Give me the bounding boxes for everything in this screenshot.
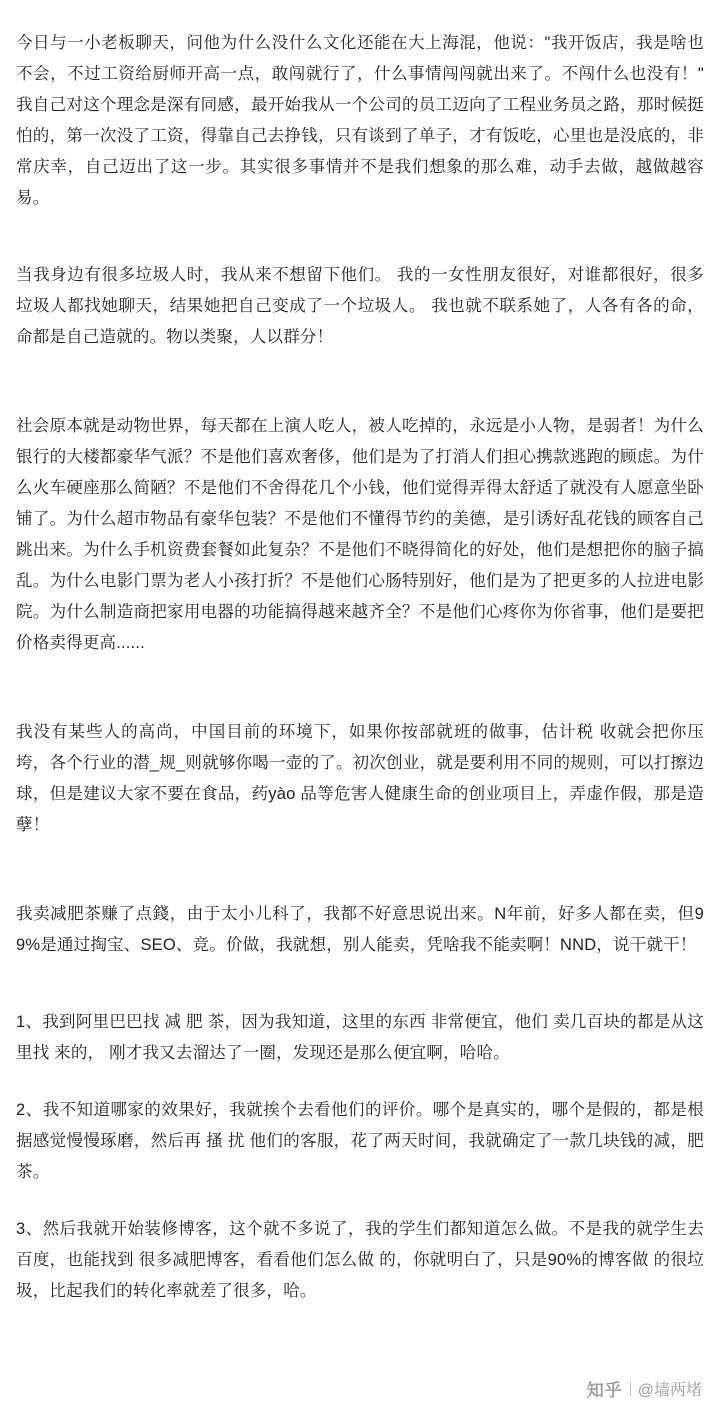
article-list-item-2: 2、我不知道哪家的效果好，我就挨个去看他们的评价。哪个是真实的，哪个是假的，都是根据感觉慢慢琢磨，然后再 搔 扰 他们的客服，花了两天时间，我就确定了一款几块钱的减，肥 茶。: [16, 1101, 704, 1181]
article-paragraph-4: 我没有某些人的高尚，中国目前的环境下，如果你按部就班的做事，估计税 收就会把你压垮，各个行业的潜_规_则就够你喝一壶的了。初次创业，就是要利用不同的规则，可以打擦边球，但是建议大家不要在食品，药yào 品等危害人健康生命的创业项目上，弄虚作假，那是造孽！: [16, 723, 704, 834]
article-paragraph-5: 我卖减肥茶赚了点錢，由于太小儿科了，我都不好意思说出来。N年前，好多人都在卖，但99%是通过掏宝、SEO、竞。价做，我就想，别人能卖，凭啥我不能卖啊！NND，说干就干！: [16, 905, 704, 954]
article-paragraph-2: 当我身边有很多垃圾人时，我从来不想留下他们。 我的一女性朋友很好，对谁都很好，很多垃圾人都找她聊天，结果她把自己变成了一个垃圾人。 我也就不联系她了，人各有各的命， 命都是自己造就的。物以类聚，人以群分！: [16, 266, 704, 346]
zhihu-logo: 知乎: [586, 1380, 623, 1400]
article-paragraph-1: 今日与一小老板聊天，问他为什么没什么文化还能在大上海混，他说："我开饭店，我是啥也不会，不过工资给厨师开高一点，敢闯就行了，什么事情闯闯就出来了。不闯什么也没有！" 我自己对这个理念是深有同感，最开始我从一个公司的员工迈向了工程业务员之路，那时候挺怕的，第一次没了工资，得靠自己去挣钱，只有谈到了单子，才有饭吃，心里也是没底的，非常庆幸，自己迈出了这一步。其实很多事情并不是我们想象的那么难，动手去做，越做越容易。: [16, 34, 704, 207]
article-paragraph-3: 社会原本就是动物世界，每天都在上演人吃人，被人吃掉的，永远是小人物，是弱者！为什么银行的大楼都豪华气派？不是他们喜欢奢侈，他们是为了打消人们担心携款逃跑的顾虑。为什么火车硬座那么简陋？不是他们不舍得花几个小钱，他们觉得弄得太舒适了就没有人愿意坐卧铺了。为什么超市物品有豪华包装？不是他们不懂得节约的美德，是引诱好乱花钱的顾客自己跳出来。为什么手机资费套餐如此复杂？不是他们不晓得简化的好处，他们是想把你的脑子搞乱。为什么电影门票为老人小孩打折？不是他们心肠特别好，他们是为了把更多的人拉进电影院。为什么制造商把家用电器的功能搞得越来越齐全？不是他们心疼你为你省事，他们是要把价格卖得更高......: [16, 417, 704, 652]
article-list-item-1: 1、我到阿里巴巴找 减 肥 茶，因为我知道，这里的东西 非常便宜，他们 卖几百块的都是从这里找 来的， 刚才我又去溜达了一圈，发现还是那么便宜啊，哈哈。: [16, 1013, 704, 1062]
watermark-username: @墙两堵: [637, 1381, 702, 1399]
article-list-item-3: 3、然后我就开始装修博客，这个就不多说了，我的学生们都知道怎么做。不是我的就学生去百度，也能找到 很多减肥博客，看看他们怎么做 的，你就明白了，只是90%的博客做 的很垃圾，比起我们的转化率就差了很多，哈。: [16, 1220, 704, 1300]
watermark-footer: [0, 1362, 720, 1414]
watermark: [587, 1376, 702, 1401]
watermark-divider: [630, 1381, 631, 1396]
